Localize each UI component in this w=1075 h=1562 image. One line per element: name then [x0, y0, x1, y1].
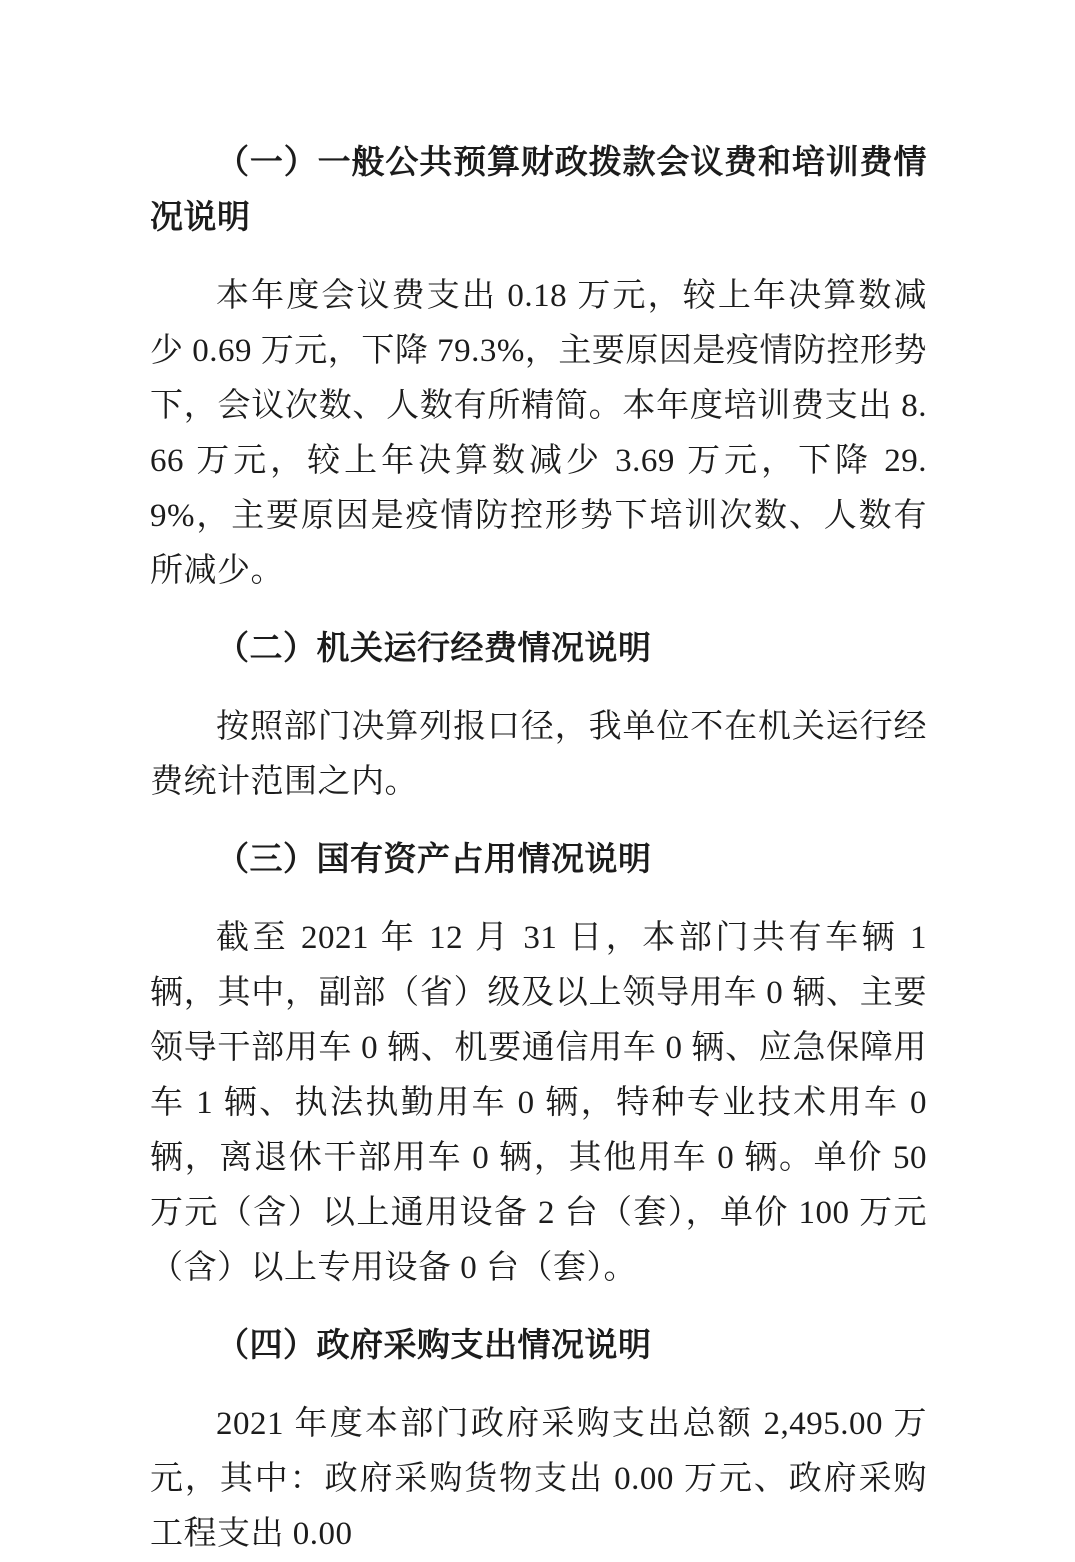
- section-heading-4: （四）政府采购支出情况说明: [216, 1328, 652, 1364]
- section-2-paragraph: 按照部门决算列报口径，我单位不在机关运行经费统计范围之内。: [150, 709, 927, 800]
- section-heading-2: （二）机关运行经费情况说明: [216, 631, 652, 667]
- section-3-paragraph: 截至 2021 年 12 月 31 日，本部门共有车辆 1 辆，其中，副部（省）级及以上领导用车 0 辆、主要领导干部用车 0 辆、机要通信用车 0 辆、应急保障用车 1 辆、执法执勤用车 0 辆，特种专业技术用车 0 辆，离退休干部用车 0 辆，其他用车 0 辆。单价 50 万元（含）以上通用设备 2 台（套），单价 100 万元（含）以上专用设备 0 台（套）。: [150, 920, 928, 1286]
- section-1-paragraph: 本年度会议费支出 0.18 万元，较上年决算数减少 0.69 万元，下降 79.3%，主要原因是疫情防控形势下，会议次数、人数有所精简。本年度培训费支出 8.66 万元，较上年决算数减少 3.69 万元，下降 29.9%，主要原因是疫情防控形势下培训次数、人数有所减少。: [150, 278, 927, 589]
- section-4-paragraph: 2021 年度本部门政府采购支出总额 2,495.00 万元，其中：政府采购货物支出 0.00 万元、政府采购工程支出 0.00: [150, 1406, 927, 1552]
- section-heading-3: （三）国有资产占用情况说明: [216, 842, 652, 878]
- section-heading-1: （一）一般公共预算财政拨款会议费和培训费情况说明: [150, 145, 927, 236]
